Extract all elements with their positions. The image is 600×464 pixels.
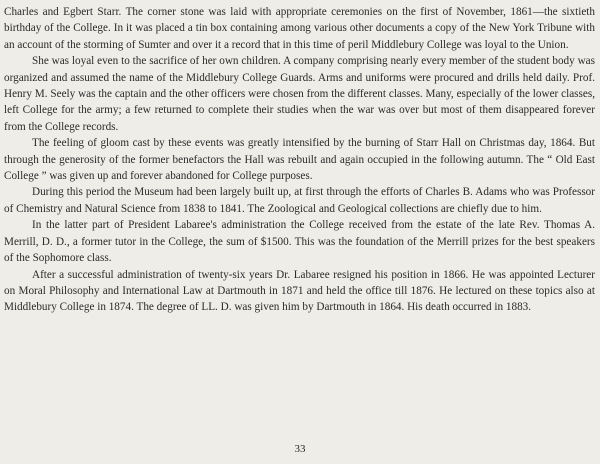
paragraph-starr-hall-cornerstone: Charles and Egbert Starr. The corner stone was laid with appropriate ceremonies on the first of November, 1861—the sixtieth birthday of the College. In it was placed a tin box containing among various other documents a copy of the New York Tribune with an account of the storming of Sumter and over it a record that in this time of peril Middlebury College was loyal to the Union.	[4, 6, 595, 51]
paragraph-college-guards: She was loyal even to the sacrifice of her own children. A company comprising nearly every member of the student body was organized and assumed the name of the Middlebury College Guards. Arms and uniforms were procured and drills held daily. Prof. Henry M. Seely was the captain and the other officers were chosen from the different classes. Many, especially of the lower classes, left College for the army; a few returned to complete their studies when the war was over but most of them disappeared forever from the College records.	[4, 55, 595, 133]
body-text	[4, 4, 595, 316]
page-number: 33	[294, 443, 306, 455]
paragraph-starr-hall-fire: The feeling of gloom cast by these events was greatly intensified by the burning of Starr Hall on Christmas day, 1864. But through the generosity of the former benefactors the Hall was rebuilt and again occupied in the following autumn. The “ Old East College ” was given up and forever abandoned for College purposes.	[4, 137, 595, 183]
paragraph-merrill-prizes: In the latter part of President Labaree's administration the College received from the estate of the late Rev. Thomas A. Merrill, D. D., a former tutor in the College, the sum of $1500. This was the foundation of the Merrill prizes for the best speakers of the Sophomore class.	[4, 219, 595, 265]
paragraph-museum: During this period the Museum had been largely built up, at first through the efforts of Charles B. Adams who was Professor of Chemistry and Natural Science from 1838 to 1841. The Zoological and Geological collections are chiefly due to him.	[4, 186, 595, 215]
paragraph-labaree-resignation: After a successful administration of twenty-six years Dr. Labaree resigned his position in 1866. He was appointed Lecturer on Moral Philosophy and International Law at Dartmouth in 1871 and held the office till 1876. He lectured on these topics also at Middlebury College in 1874. The degree of LL. D. was given him by Dartmouth in 1864. His death occurred in 1883.	[4, 268, 595, 314]
